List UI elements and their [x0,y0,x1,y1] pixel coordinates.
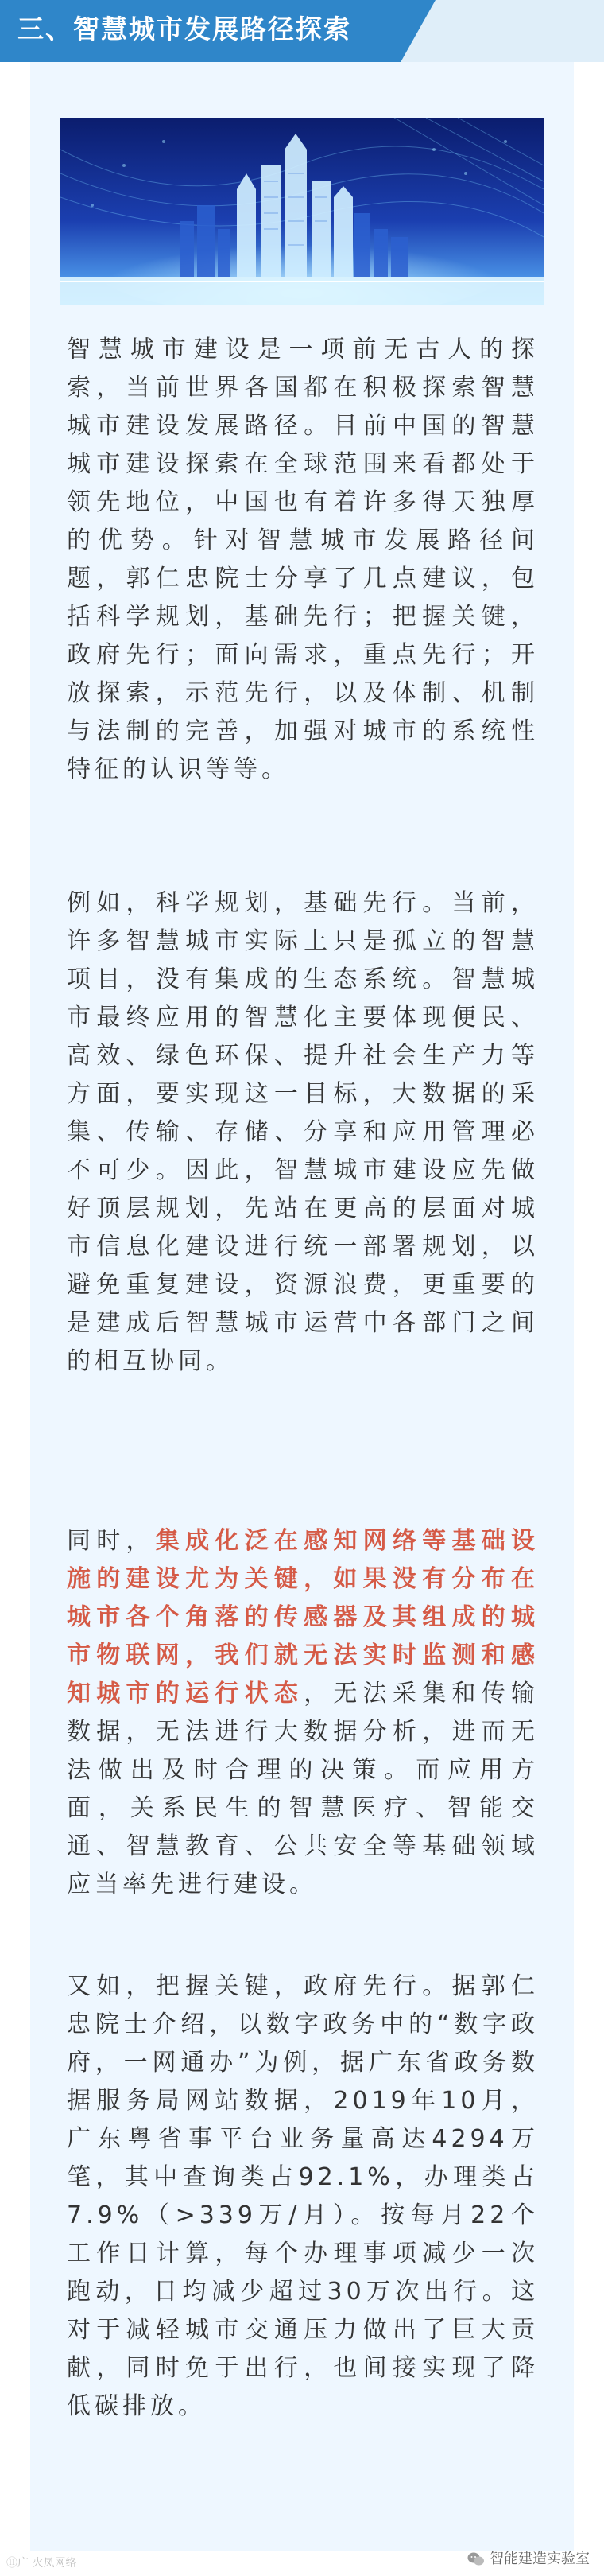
paragraph-infrastructure [67,1522,539,1904]
paragraph-rest: ，无法采集和传输数据，无法进行大数据分析，进而无法做出及时合理的决策。而应用方面，关系民生的智慧医疗、智能交通、智慧教育、公共安全等基础领域应当率先进行建设。 [67,1680,540,1898]
paragraph-planning: 例如，科学规划，基础先行。当前，许多智慧城市实际上只是孤立的智慧项目，没有集成的生态系统。智慧城市最终应用的智慧化主要体现便民、高效、绿色环保、提升社会生产力等方面，要实现这一目标，大数据的采集、传输、存储、分享和应用管理必不可少。因此，智慧城市建设应先做好顶层规划，先站在更高的层面对城市信息化建设进行统一部署规划，以避免重复建设，资源浪费，更重要的是建成后智慧城市运营中各部门之间的相互协同。 [67,889,539,1375]
footer-watermark-left: ⑪广 火凤网络 [6,2557,77,2570]
section-title: 三、智慧城市发展路径探索 [17,14,351,45]
highlight-text: 集成化泛在感知网络等基础设施的建设尤为关键，如果没有分布在城市各个角落的传感器及其组成的城市物联网，我们就无法实时监测和感知城市的运行状态 [67,1527,540,1708]
paragraph-intro: 智慧城市建设是一项前无古人的探索，当前世界各国都在积极探索智慧城市建设发展路径。目前中国的智慧城市建设探索在全球范围来看都处于领先地位，中国也有着许多得天独厚的优势。针对智慧城市发展路径问题，郭仁忠院士分享了几点建议，包括科学规划，基础先行；把握关键，政府先行；面向需求，重点先行；开放探索，示范先行，以及体制、机制与法制的完善，加强对城市的系统性特征的认识等等。 [67,336,539,783]
section-header [0,0,604,62]
footer-account [467,2547,590,2568]
city-skyline-image [60,118,544,305]
footer-account-name: 智能建造实验室 [490,2551,590,2567]
paragraph-lead: 同时， [67,1527,156,1555]
wechat-icon [467,2551,485,2567]
paragraph-government: 又如，把握关键，政府先行。据郭仁忠院士介绍，以数字政务中的“数字政府，一网通办”为例，据广东省政务数据服务局网站数据，2019年10月，广东粤省事平台业务量高达4294万笔，其中查询类占92.1%，办理类占7.9%（>339万/月）。按每月22个工作日计算，每个办理事项减少一次跑动，日均减少超过30万次出行。这对于减轻城市交通压力做出了巨大贡献，同时免于出行，也间接实现了降低碳排放。 [67,1972,539,2420]
